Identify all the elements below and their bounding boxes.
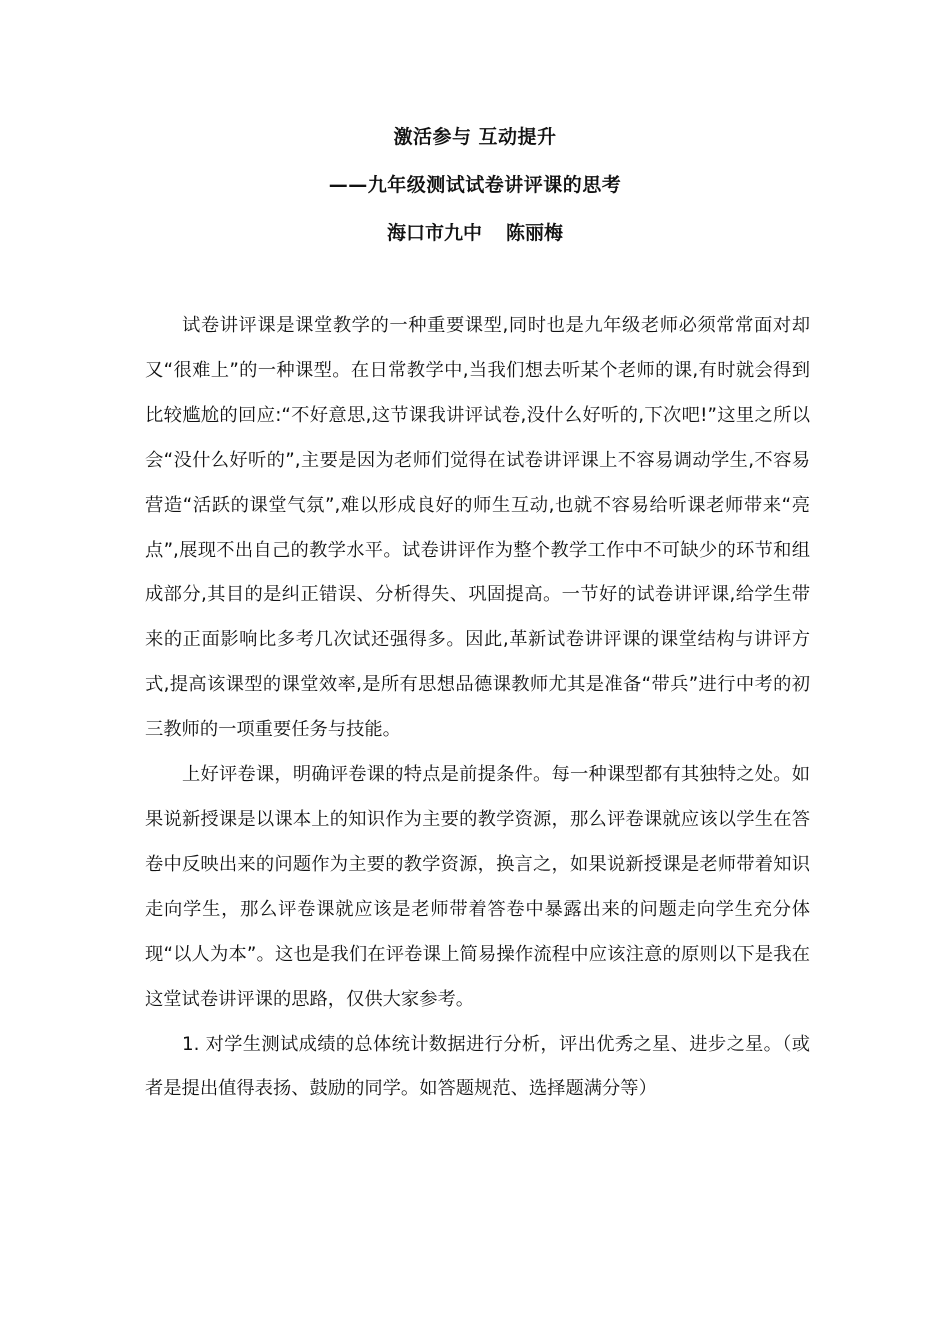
author-name: 陈丽梅 bbox=[506, 222, 564, 244]
author-line bbox=[0, 218, 950, 245]
school-name: 海口市九中 bbox=[386, 222, 482, 244]
document-subtitle: ——九年级测试试卷讲评课的思考 bbox=[328, 174, 622, 196]
document-body bbox=[145, 304, 810, 1112]
paragraph-principle: 上好评卷课，明确评卷课的特点是前提条件。每一种课型都有其独特之处。如果说新授课是以课本上的知识作为主要的教学资源，那么评卷课就应该以学生在答卷中反映出来的问题作为主要的教学资源，换言之，如果说新授课是老师带着知识走向学生，那么评卷课就应该是老师带着答卷中暴露出来的问题走向学生充分体现“以人为本”。这也是我们在评卷课上简易操作流程中应该注意的原则以下是我在这堂试卷讲评课的思路，仅供大家参考。 bbox=[145, 764, 810, 1010]
paragraph-step-1: 1. 对学生测试成绩的总体统计数据进行分析，评出优秀之星、进步之星。（或者是提出值得表扬、鼓励的同学。如答题规范、选择题满分等） bbox=[145, 1033, 810, 1100]
document-title: 激活参与 互动提升 bbox=[393, 126, 557, 148]
paragraph-intro: 试卷讲评课是课堂教学的一种重要课型,同时也是九年级老师必须常常面对却又“很难上”的一种课型。在日常教学中,当我们想去听某个老师的课,有时就会得到比较尴尬的回应:“不好意思,这节课我讲评试卷,没什么好听的,下次吧!”这里之所以会“没什么好听的”,主要是因为老师们觉得在试卷讲评课上不容易调动学生,不容易营造“活跃的课堂气氛”,难以形成良好的师生互动,也就不容易给听课老师带来“亮点”,展现不出自己的教学水平。试卷讲评作为整个教学工作中不可缺少的环节和组成部分,其目的是纠正错误、分析得失、巩固提高。一节好的试卷讲评课,给学生带来的正面影响比多考几次试还强得多。因此,革新试卷讲评课的课堂结构与讲评方式,提高该课型的课堂效率,是所有思想品德课教师尤其是准备“带兵”进行中考的初三教师的一项重要任务与技能。 bbox=[145, 315, 810, 741]
